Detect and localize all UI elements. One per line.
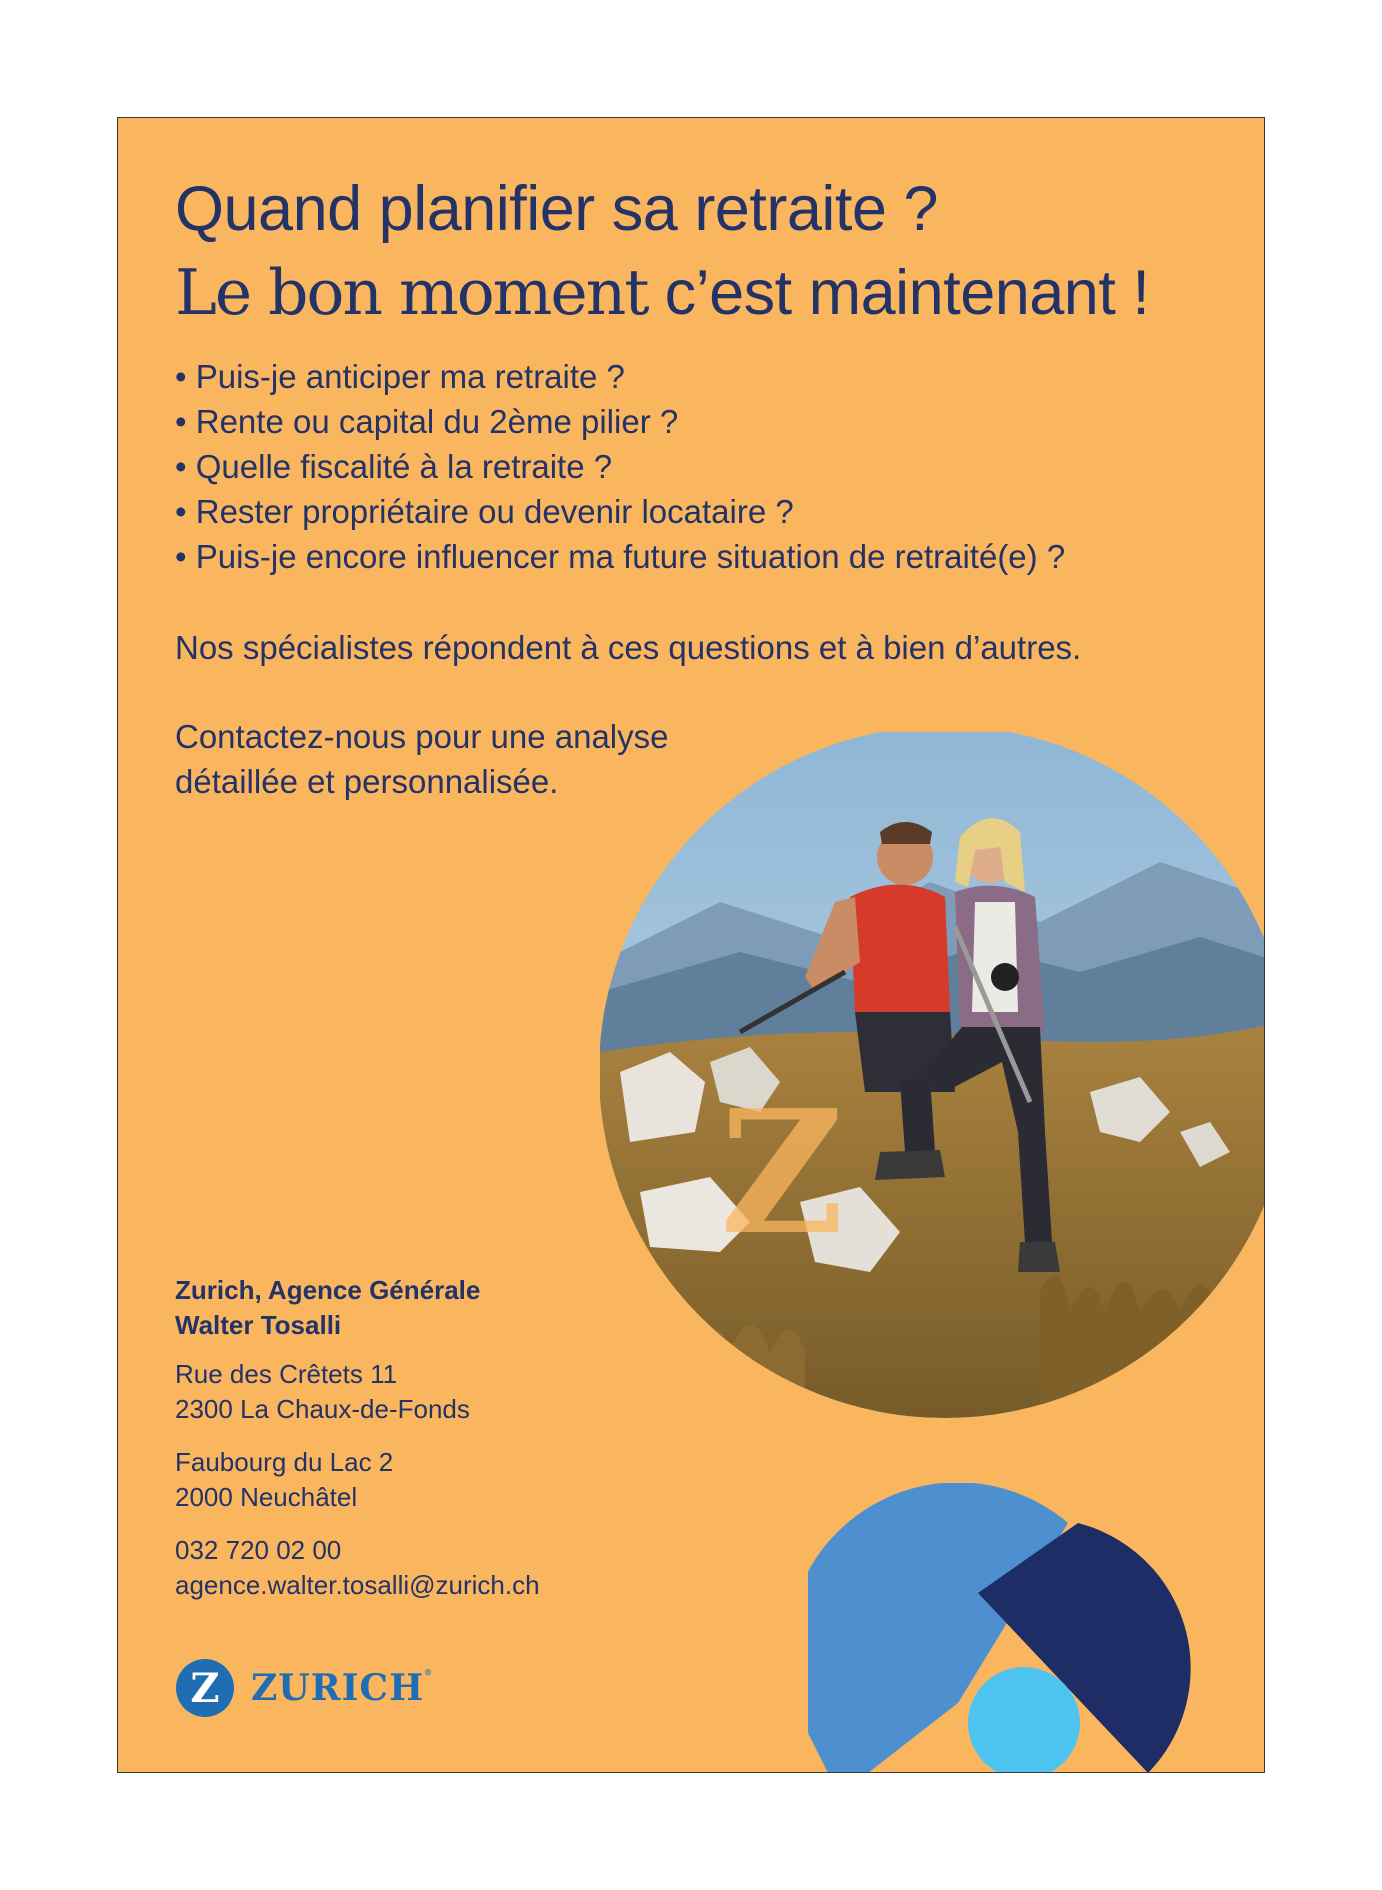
contact-line2: détaillée et personnalisée.	[175, 763, 559, 800]
decorative-shapes	[808, 1483, 1265, 1773]
address-1-line1: Rue des Crêtets 11	[175, 1359, 398, 1389]
contact-line1: Contactez-nous pour une analyse	[175, 718, 669, 755]
registered-mark: ®	[424, 1667, 434, 1677]
email-address[interactable]: agence.walter.tosalli@zurich.ch	[175, 1570, 540, 1600]
question-item: • Puis-je encore influencer ma future situation de retraité(e) ?	[175, 534, 1065, 579]
zurich-z-icon	[175, 1658, 235, 1718]
agency-name-line2: Walter Tosalli	[175, 1310, 342, 1340]
question-item: • Rente ou capital du 2ème pilier ?	[175, 399, 1065, 444]
specialists-text: Nos spécialistes répondent à ces questions et à bien d’autres.	[175, 629, 1082, 666]
phone-number[interactable]: 032 720 02 00	[175, 1535, 342, 1565]
logo-wordmark	[251, 1667, 433, 1709]
address-1-line2: 2300 La Chaux-de-Fonds	[175, 1394, 470, 1424]
advertisement	[117, 117, 1265, 1773]
hiking-couple-photo	[600, 732, 1265, 1492]
question-item: • Puis-je anticiper ma retraite ?	[175, 354, 1065, 399]
question-item: • Rester propriétaire ou devenir locataire ?	[175, 489, 1065, 534]
svg-text:Z: Z	[720, 1073, 845, 1273]
headline-line2-rest: c’est maintenant !	[647, 258, 1150, 328]
question-list	[175, 354, 1065, 579]
agency-contact	[175, 1273, 540, 1603]
logo-wordmark-text: ZURICH	[251, 1667, 425, 1709]
headline	[175, 168, 1149, 335]
address-2-line2: 2000 Neuchâtel	[175, 1482, 358, 1512]
logo-mark: Z	[190, 1665, 220, 1712]
headline-serif-phrase: Le bon moment	[175, 256, 648, 329]
contact-text	[175, 714, 669, 804]
address-2-line1: Faubourg du Lac 2	[175, 1447, 394, 1477]
agency-name-line1: Zurich, Agence Générale	[175, 1275, 481, 1305]
zurich-logo	[175, 1658, 433, 1718]
question-item: • Quelle fiscalité à la retraite ?	[175, 444, 1065, 489]
headline-line1: Quand planifier sa retraite ?	[175, 174, 938, 244]
